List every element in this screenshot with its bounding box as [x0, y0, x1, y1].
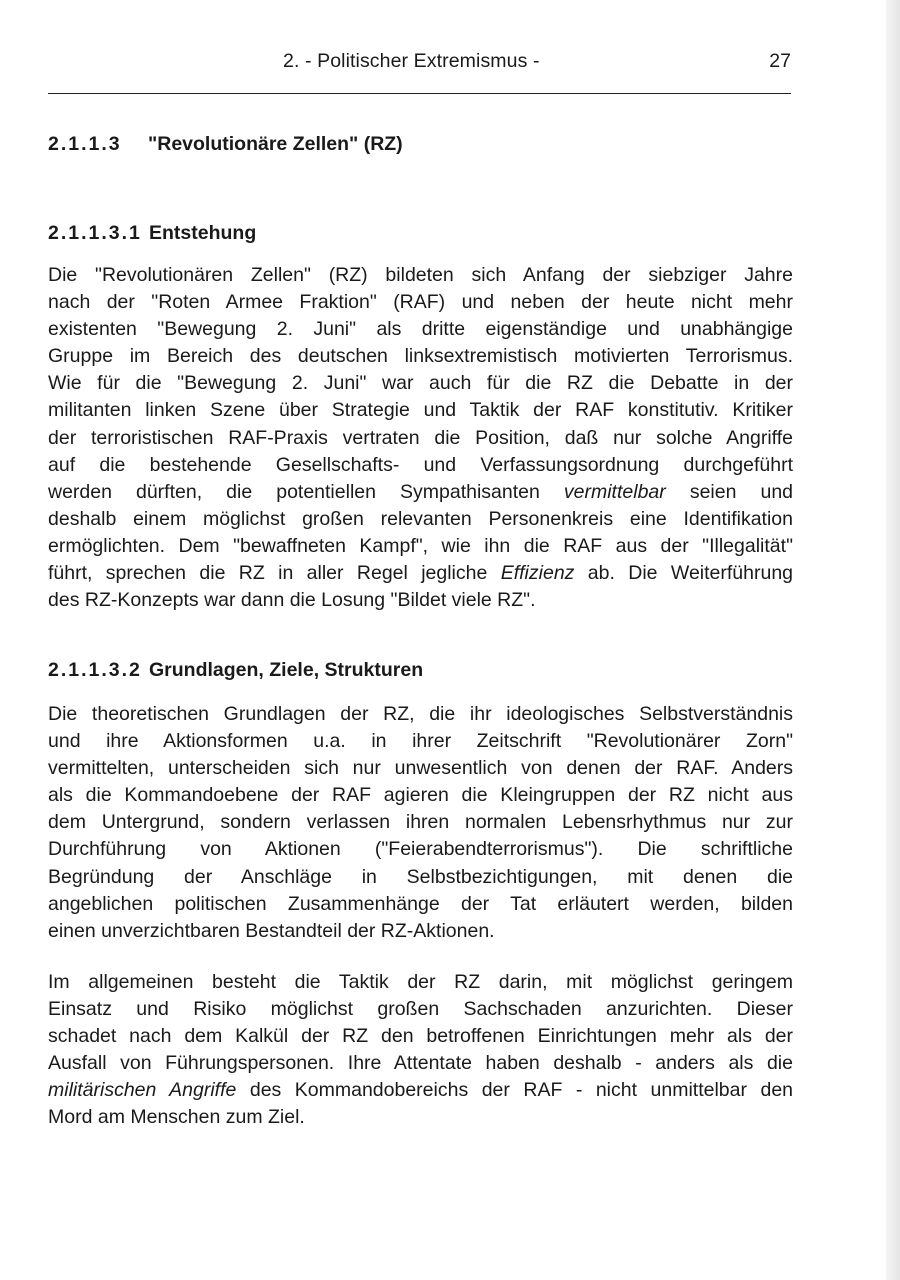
text-line: schadet nach dem Kalkül der RZ den betroffenen Einrichtungen mehr als der	[48, 1025, 793, 1048]
text-line: deshalb einem möglichst großen relevanten Personenkreis eine Identifikation	[48, 507, 793, 530]
paragraph-grundlagen	[48, 701, 793, 945]
text-line: Gruppe im Bereich des deutschen linksextremistisch motivierten Terrorismus.	[48, 345, 793, 368]
page-number: 27	[769, 50, 791, 72]
text-line: Begründung der Anschläge in Selbstbezichtigungen, mit denen die	[48, 865, 793, 888]
emphasis-text: Effizienz	[500, 562, 575, 585]
running-title: 2. - Politischer Extremismus -	[283, 50, 540, 72]
text-line: als die Kommandoebene der RAF agieren die Kleingruppen der RZ nicht aus	[48, 784, 793, 807]
text-line: Einsatz und Risiko möglichst großen Sachschaden anzurichten. Dieser	[48, 998, 793, 1021]
page-header	[48, 50, 791, 80]
text-run: seien und	[689, 480, 794, 503]
text-line: Mord am Menschen zum Ziel.	[48, 1106, 305, 1129]
subsection-title: Grundlagen, Ziele, Strukturen	[149, 659, 424, 681]
text-line: einen unverzichtbaren Bestandteil der RZ-Aktionen.	[48, 919, 495, 942]
text-line: Die theoretischen Grundlagen der RZ, die ihr ideologisches Selbstverständnis	[48, 703, 793, 725]
text-line: existenten "Bewegung 2. Juni" als dritte eigenständige und unabhängige	[48, 318, 793, 341]
text-run: ab. Die Weiterführung	[587, 562, 794, 585]
text-line: des RZ-Konzepts war dann die Losung "Bildet viele RZ".	[48, 589, 536, 612]
text-line: der terroristischen RAF-Praxis vertraten die Position, daß nur solche Angriffe	[48, 426, 793, 449]
text-run: des Kommandobereichs der RAF - nicht unmittelbar den	[249, 1079, 794, 1102]
section-number: 2.1.1.3	[48, 133, 122, 155]
paragraph-taktik	[48, 969, 793, 1132]
header-rule	[48, 93, 791, 94]
emphasis-text: vermittelbar	[563, 480, 666, 503]
text-line: vermittelten, unterscheiden sich nur unwesentlich von denen der RAF. Anders	[48, 757, 793, 780]
subsection-number: 2.1.1.3.1	[48, 222, 142, 244]
subsection-number: 2.1.1.3.2	[48, 659, 142, 681]
text-line: und ihre Aktionsformen u.a. in ihrer Zeitschrift "Revolutionärer Zorn"	[48, 730, 793, 753]
text-run: werden dürften, die potentiellen Sympathisanten	[48, 480, 540, 503]
text-line	[48, 1077, 793, 1104]
text-line	[48, 560, 793, 587]
text-line: nach der "Roten Armee Fraktion" (RAF) und neben der heute nicht mehr	[48, 291, 793, 314]
text-line: Durchführung von Aktionen ("Feierabendterrorismus"). Die schriftliche	[48, 838, 793, 861]
text-line: militanten linken Szene über Strategie und Taktik der RAF konstitutiv. Kritiker	[48, 399, 793, 422]
text-line: Die "Revolutionären Zellen" (RZ) bildeten sich Anfang der siebziger Jahre	[48, 264, 793, 286]
section-title: "Revolutionäre Zellen" (RZ)	[148, 133, 403, 155]
text-line: angeblichen politischen Zusammenhänge der Tat erläutert werden, bilden	[48, 892, 793, 915]
paragraph-entstehung	[48, 262, 793, 614]
subsection-heading-grundlagen	[48, 659, 423, 682]
page-edge	[886, 0, 900, 1280]
text-line: dem Untergrund, sondern verlassen ihren normalen Lebensrhythmus nur zur	[48, 811, 793, 834]
emphasis-text: militärischen Angriffe	[48, 1079, 237, 1102]
subsection-heading-entstehung	[48, 222, 256, 245]
text-line: Wie für die "Bewegung 2. Juni" war auch für die RZ die Debatte in der	[48, 372, 793, 395]
text-run: führt, sprechen die RZ in aller Regel jegliche	[48, 562, 488, 585]
text-line: Ausfall von Führungspersonen. Ihre Attentate haben deshalb - anders als die	[48, 1052, 793, 1075]
text-line: ermöglichten. Dem "bewaffneten Kampf", wie ihn die RAF aus der "Illegalität"	[48, 534, 793, 557]
text-line: auf die bestehende Gesellschafts- und Verfassungsordnung durchgeführt	[48, 453, 793, 476]
section-heading-rz	[48, 133, 403, 156]
text-line: Im allgemeinen besteht die Taktik der RZ darin, mit möglichst geringem	[48, 971, 793, 993]
text-line	[48, 479, 793, 506]
subsection-title: Entstehung	[149, 222, 257, 244]
